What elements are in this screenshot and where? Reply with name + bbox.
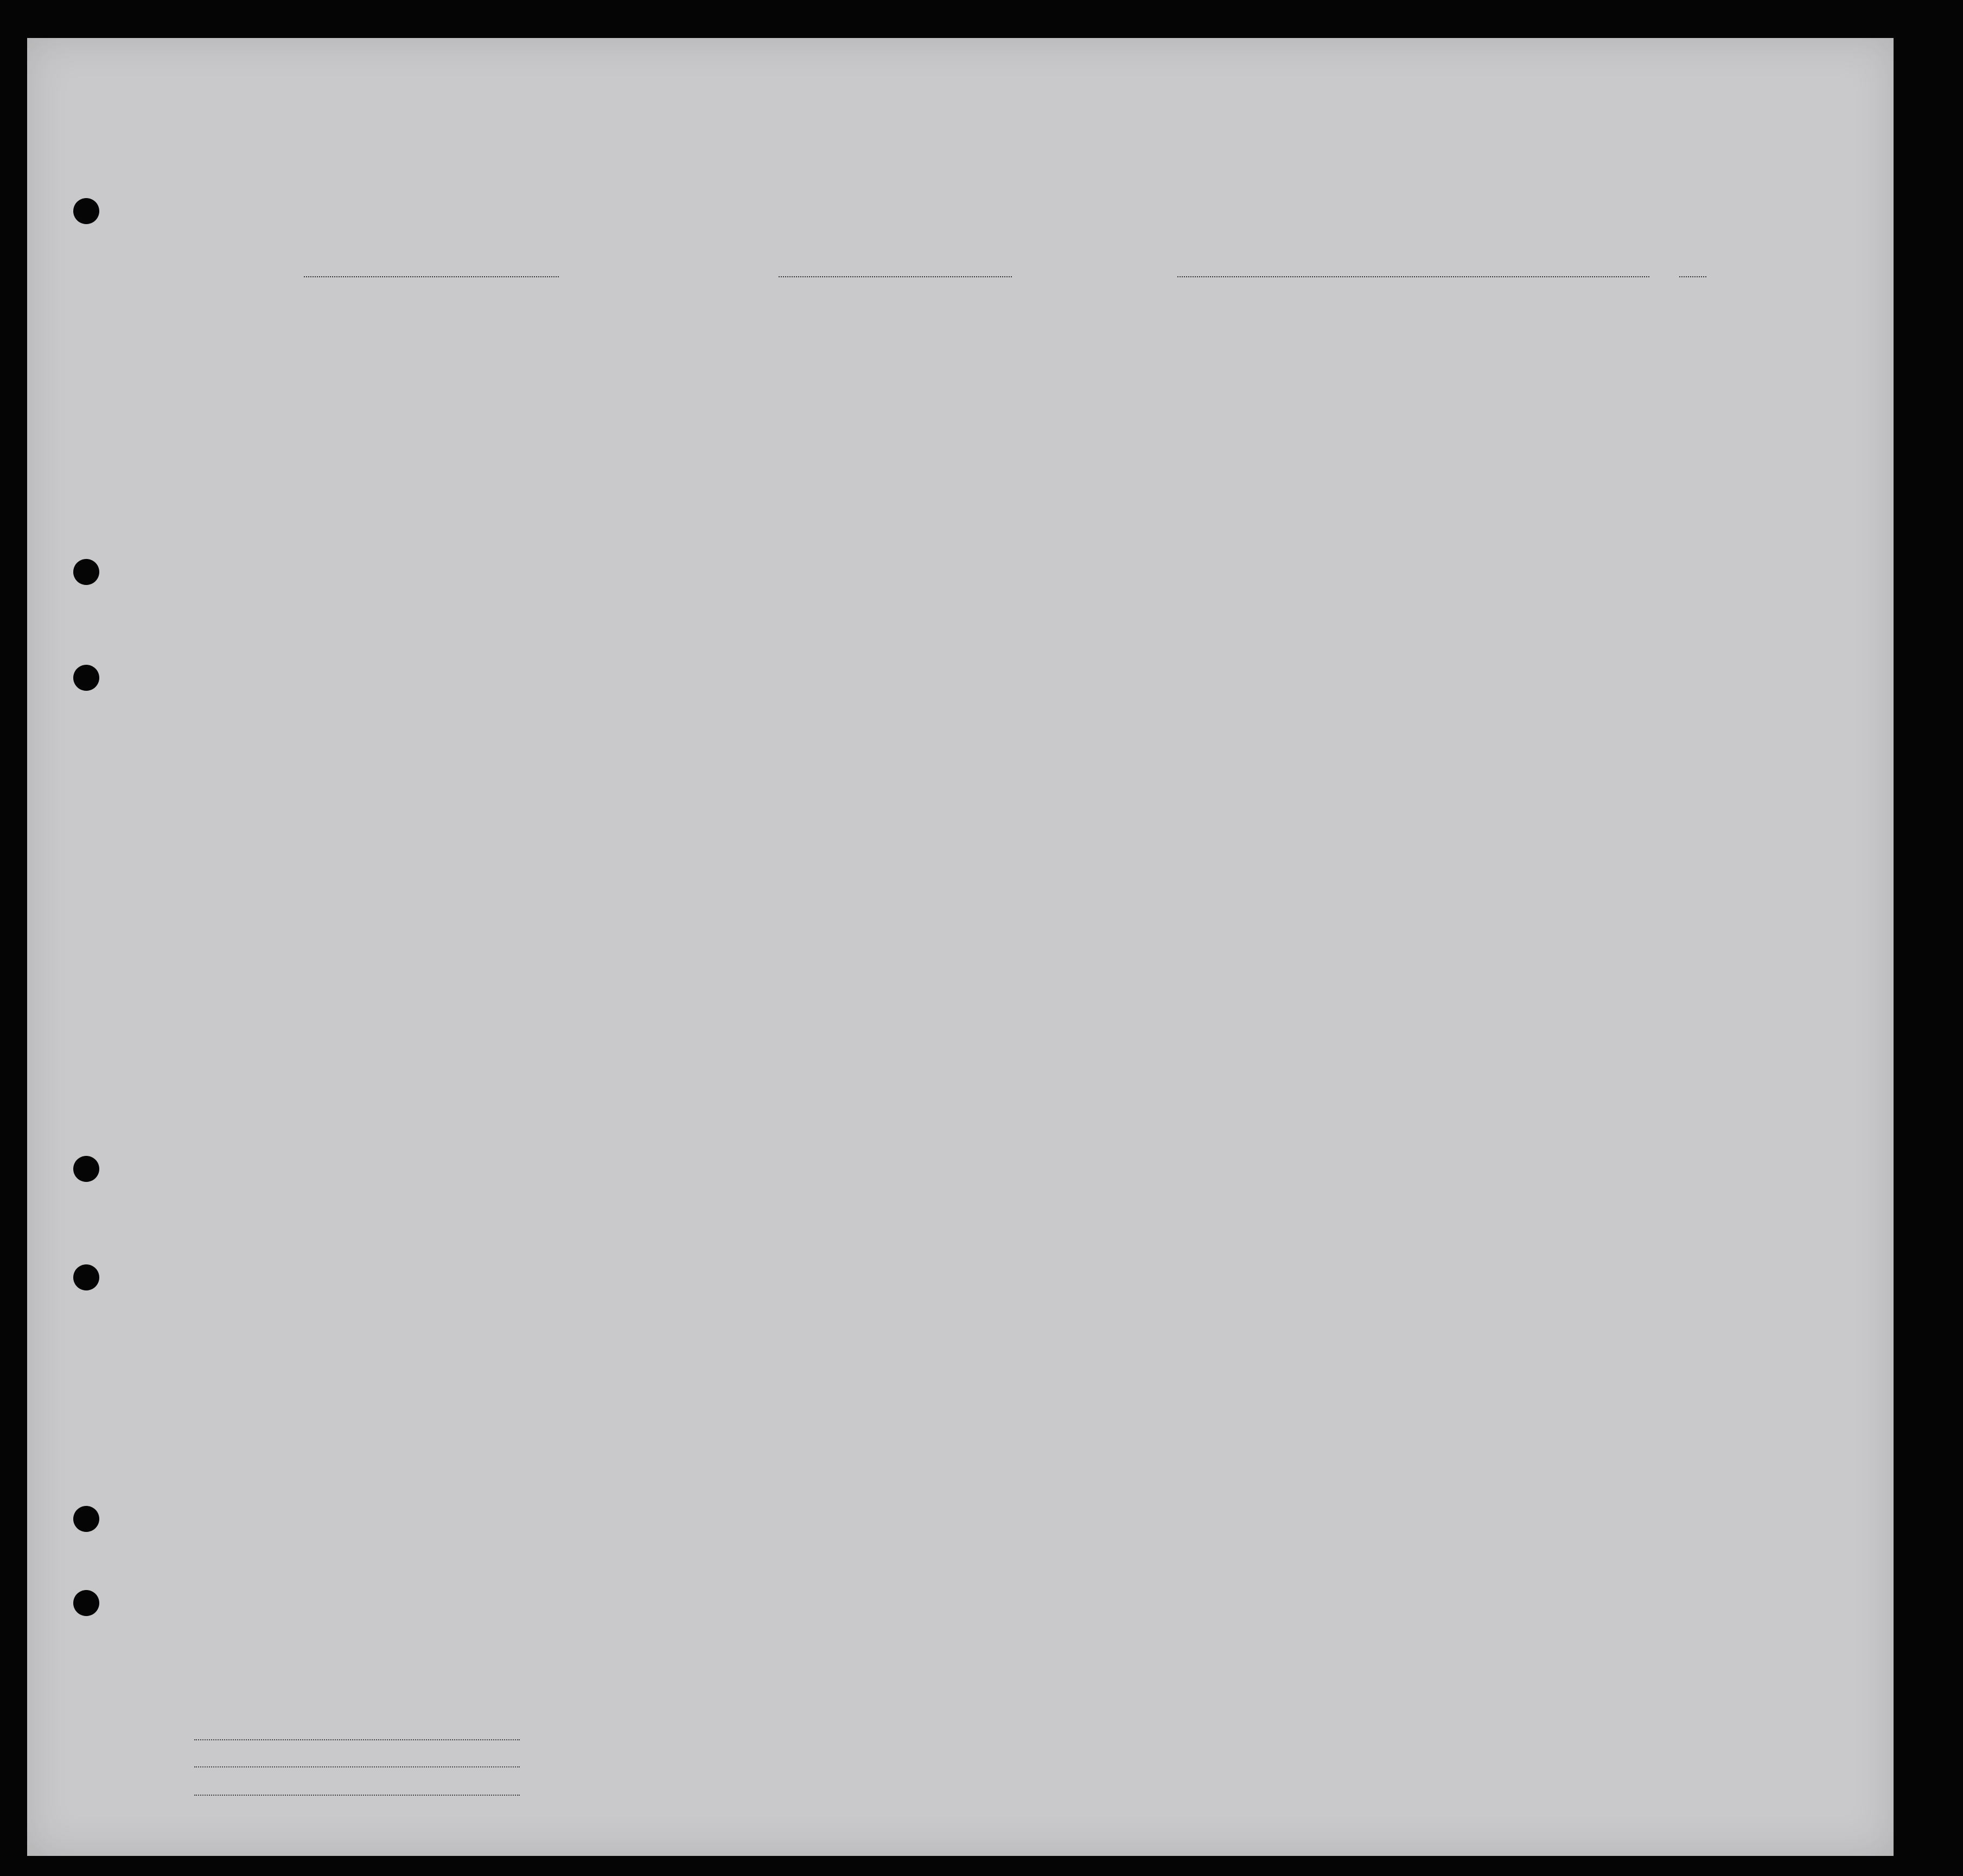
manifest-grid — [27, 38, 1894, 1856]
owners-field — [194, 1750, 520, 1767]
punch-hole — [73, 1264, 99, 1290]
punch-hole — [73, 1156, 99, 1182]
line-field — [194, 1723, 520, 1740]
manifest-page — [27, 38, 1894, 1856]
agents-field — [194, 1778, 520, 1796]
punch-hole — [73, 665, 99, 691]
punch-hole — [73, 559, 99, 585]
punch-hole — [73, 1590, 99, 1616]
punch-hole — [73, 1506, 99, 1532]
punch-hole — [73, 198, 99, 224]
